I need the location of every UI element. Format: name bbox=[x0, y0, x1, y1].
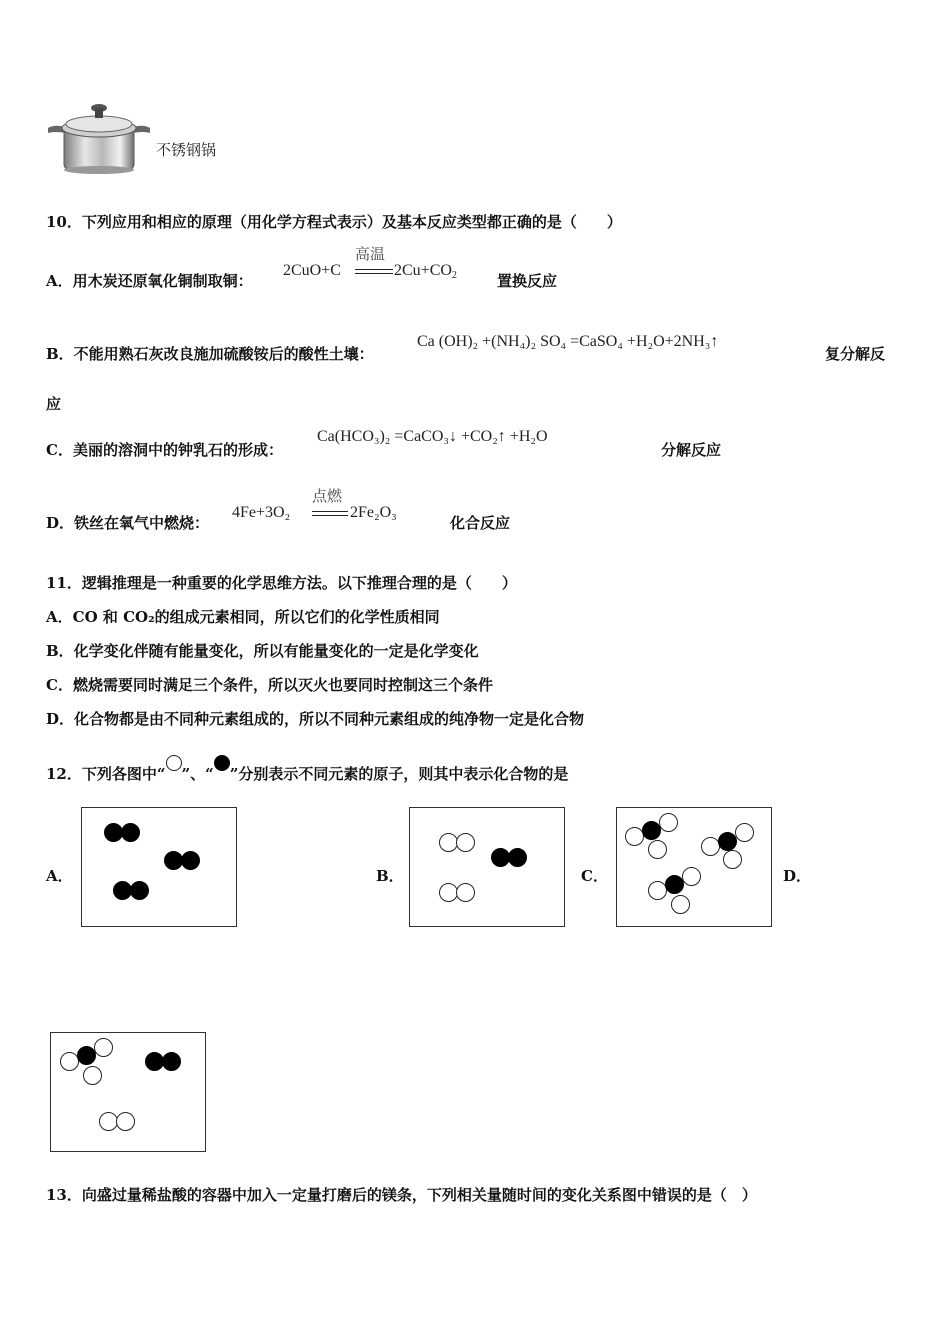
q12-option-a-label: A． bbox=[46, 867, 73, 885]
black-atom bbox=[130, 881, 149, 900]
black-atom-icon bbox=[214, 755, 230, 771]
black-atom bbox=[121, 823, 140, 842]
eq-a-condition: 高温 bbox=[355, 245, 386, 263]
white-atom-icon bbox=[166, 755, 182, 771]
q10-option-b-equation: Ca (OH)₂ +(NH₄)₂ SO₄ =CaSO₄ +H₂O+2NH₃↑ bbox=[417, 333, 719, 350]
q10-option-d-type: 化合反应 bbox=[450, 514, 511, 532]
q13-stem: 13．向盛过量稀盐酸的容器中加入一定量打磨后的镁条，下列相关量随时间的变化关系图中错误的是（ ） bbox=[46, 1186, 757, 1204]
stainless-pot-icon bbox=[46, 100, 152, 176]
white-atom bbox=[116, 1112, 135, 1131]
black-atom bbox=[162, 1052, 181, 1071]
white-atom bbox=[648, 840, 667, 859]
q10-option-a-equation bbox=[283, 245, 483, 288]
q12-diagram-d bbox=[50, 1032, 206, 1152]
q10-option-d-equation bbox=[232, 487, 432, 530]
q10-option-b-type-part1: 复分解反 bbox=[825, 345, 886, 363]
pot-image bbox=[46, 100, 152, 176]
eq-a-double-line bbox=[355, 269, 393, 274]
q10-option-b-label: B．不能用熟石灰改良施加硫酸铵后的酸性土壤： bbox=[46, 345, 374, 363]
q10-option-a-label: A．用木炭还原氧化铜制取铜： bbox=[46, 272, 253, 290]
q12-diagram-c bbox=[616, 807, 772, 927]
white-atom bbox=[456, 883, 475, 902]
eq-d-rhs: 2Fe₂O₃ bbox=[350, 504, 397, 521]
q11-option-a: A．CO 和 CO₂的组成元素相同，所以它们的化学性质相同 bbox=[46, 608, 440, 626]
eq-d-double-line bbox=[312, 511, 348, 516]
q11-option-c: C．燃烧需要同时满足三个条件，所以灭火也要同时控制这三个条件 bbox=[46, 676, 493, 694]
q10-option-d-label: D．铁丝在氧气中燃烧： bbox=[46, 514, 210, 532]
q10-option-c-type: 分解反应 bbox=[661, 441, 722, 459]
white-atom bbox=[671, 895, 690, 914]
white-atom bbox=[83, 1066, 102, 1085]
white-atom bbox=[94, 1038, 113, 1057]
black-atom bbox=[718, 832, 737, 851]
black-atom bbox=[508, 848, 527, 867]
q10-option-a-type: 置换反应 bbox=[497, 272, 558, 290]
q12-option-b-label: B． bbox=[376, 867, 404, 885]
q10-stem: 10．下列应用和相应的原理（用化学方程式表示）及基本反应类型都正确的是（ ） bbox=[46, 213, 622, 231]
q12-stem: 12．下列各图中“ ”、“ ”分别表示不同元素的原子，则其中表示化合物的是 bbox=[46, 755, 568, 784]
white-atom bbox=[456, 833, 475, 852]
black-atom bbox=[181, 851, 200, 870]
pot-label: 不锈钢锅 bbox=[156, 141, 217, 159]
q11-stem: 11．逻辑推理是一种重要的化学思维方法。以下推理合理的是（ ） bbox=[46, 574, 517, 592]
eq-d-lhs: 4Fe+3O₂ bbox=[232, 504, 291, 521]
q12-option-c-label: C． bbox=[581, 867, 608, 885]
q10-option-c-equation: Ca(HCO₃)₂ =CaCO₃↓ +CO₂↑ +H₂O bbox=[317, 428, 548, 445]
q12-diagram-b bbox=[409, 807, 565, 927]
q11-option-b: B．化学变化伴随有能量变化，所以有能量变化的一定是化学变化 bbox=[46, 642, 479, 660]
eq-a-lhs: 2CuO+C bbox=[283, 262, 341, 279]
white-atom bbox=[659, 813, 678, 832]
white-atom bbox=[723, 850, 742, 869]
eq-d-condition: 点燃 bbox=[312, 487, 343, 505]
white-atom bbox=[682, 867, 701, 886]
q11-option-d: D．化合物都是由不同种元素组成的，所以不同种元素组成的纯净物一定是化合物 bbox=[46, 710, 585, 728]
q12-option-d-label: D． bbox=[783, 867, 812, 885]
q10-option-c-label: C．美丽的溶洞中的钟乳石的形成： bbox=[46, 441, 283, 459]
q10-option-b-type-part2: 应 bbox=[46, 395, 62, 413]
q12-diagram-a bbox=[81, 807, 237, 927]
eq-a-rhs: $2Cu+CO_2$ bbox=[394, 262, 457, 281]
white-atom bbox=[735, 823, 754, 842]
